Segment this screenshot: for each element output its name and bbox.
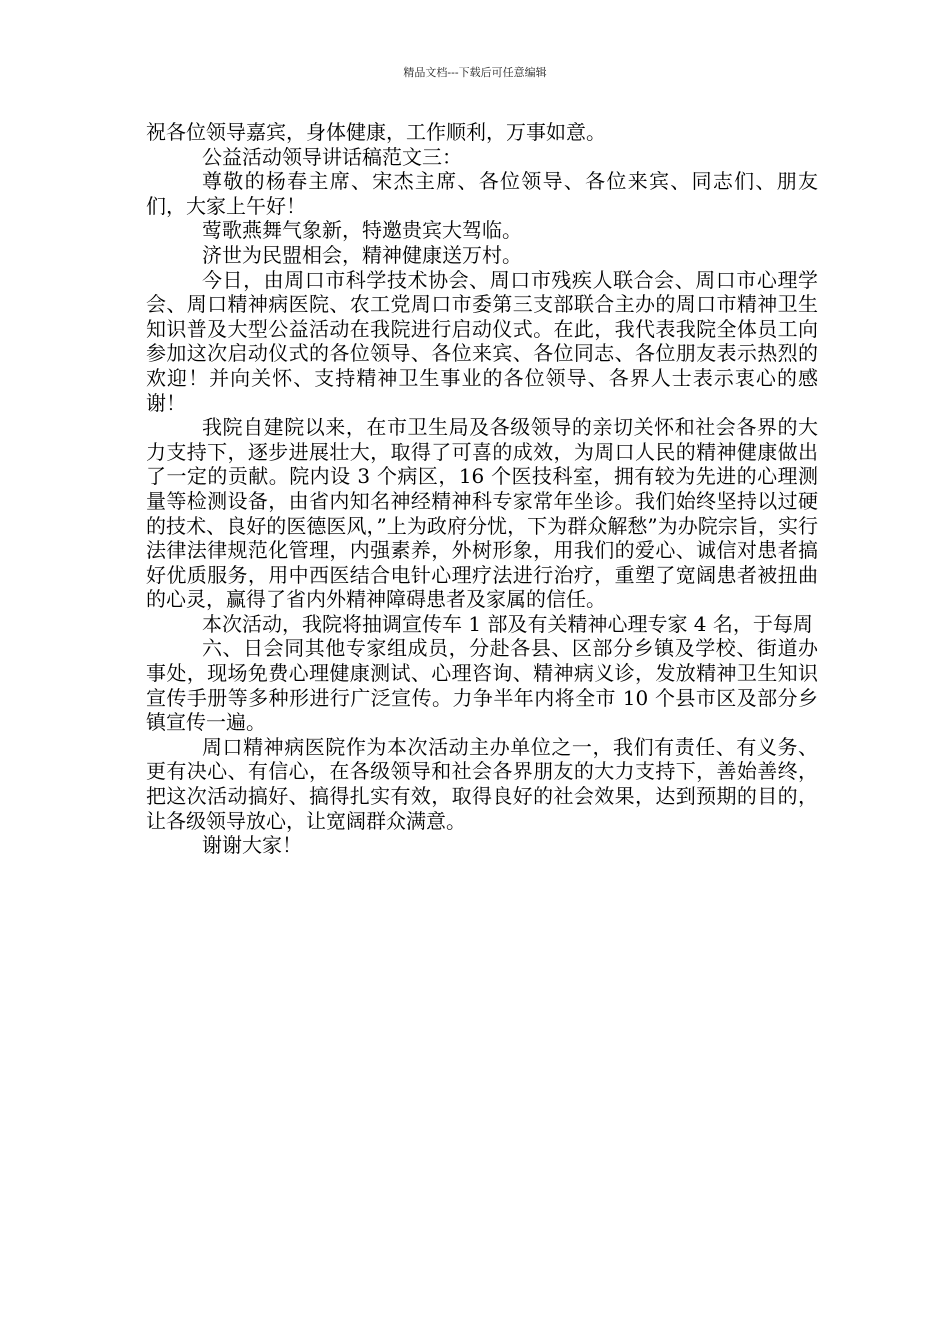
paragraph-activity-plan: 本次活动，我院将抽调宣传车 1 部及有关精神心理专家 4 名，于每周 bbox=[202, 611, 813, 636]
paragraph-verse-1: 莺歌燕舞气象新，特邀贵宾大驾临。 bbox=[202, 218, 522, 243]
paragraph-closing-wishes: 祝各位领导嘉宾，身体健康，工作顺利，万事如意。 bbox=[146, 120, 606, 144]
paragraph-hospital-intro: 我院自建院以来，在市卫生局及各级领导的亲切关怀和社会各界的大力支持下，逐步进展壮大，取得了可喜的成效，为周口人民的精神健康做出了一定的贡献。院内设 3 个病区，16 个医技科室，拥有较为先进的心理测量等检测设备，由省内知名神经精神科专家常年坐诊。我们始终坚持以过硬的技术、良好的医德医风，”上为政府分忧，下为群众解愁”为办院宗旨，实行法律法律规范化管理，内强素养，外树形象，用我们的爱心、诚信对患者搞好优质服务，用中西医结合电针心理疗法进行治疗，重塑了宽阔患者被扭曲的心灵，赢得了省内外精神障碍患者及家属的信任。 bbox=[146, 415, 818, 612]
document-body bbox=[146, 120, 818, 858]
paragraph-thanks: 谢谢大家！ bbox=[202, 833, 302, 858]
paragraph-opening: 今日，由周口市科学技术协会、周口市残疾人联合会、周口市心理学会、周口精神病医院、农工党周口市委第三支部联合主办的周口市精神卫生知识普及大型公益活动在我院进行启动仪式。在此，我代表我院全体员工向参加这次启动仪式的各位领导、各位来宾、各位同志、各位朋友表示热烈的欢迎！并向关怀、支持精神卫生事业的各位领导、各界人士表示衷心的感谢！ bbox=[146, 267, 818, 415]
paragraph-commitment: 周口精神病医院作为本次活动主办单位之一，我们有责任、有义务、更有决心、有信心，在各级领导和社会各界朋友的大力支持下，善始善终，把这次活动搞好、搞得扎实有效，取得良好的社会效果，达到预期的目的，让各级领导放心，让宽阔群众满意。 bbox=[146, 734, 818, 833]
paragraph-activity-details: 六、日会同其他专家组成员，分赴各县、区部分乡镇及学校、街道办事处，现场免费心理健康测试、心理咨询、精神病义诊，发放精神卫生知识宣传手册等多种形进行广泛宣传。力争半年内将全市 10 个县市区及部分乡镇宣传一遍。 bbox=[146, 636, 818, 735]
paragraph-section-title: 公益活动领导讲话稿范文三： bbox=[202, 144, 462, 169]
page-header: 精品文档---下载后可任意编辑 bbox=[403, 66, 547, 79]
paragraph-verse-2: 济世为民盟相会，精神健康送万村。 bbox=[202, 242, 522, 267]
paragraph-salutation: 尊敬的杨春主席、宋杰主席、各位领导、各位来宾、同志们、朋友们，大家上午好！ bbox=[146, 169, 818, 218]
